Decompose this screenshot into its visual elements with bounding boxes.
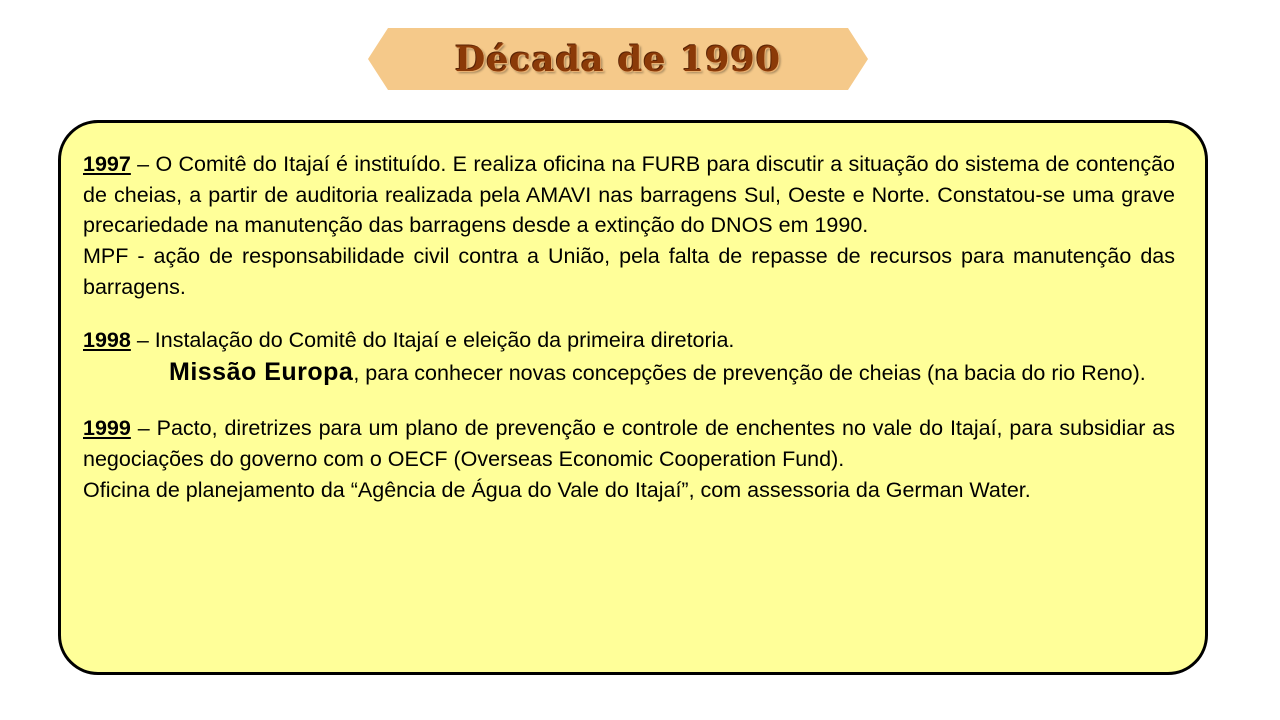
entry-1997-year: 1997: [83, 152, 131, 176]
entry-1997-dash: –: [137, 152, 156, 176]
entry-1999: [83, 413, 1175, 505]
entry-1999-year: 1999: [83, 416, 131, 441]
page-title: Década de 1990: [454, 38, 782, 80]
entry-1998-highlight: Missão Europa: [169, 358, 354, 387]
content-body: [83, 149, 1175, 505]
entry-1999-first-paragraph: [83, 413, 1175, 474]
spacer-1: [83, 303, 1175, 325]
entry-1999-text-1: Pacto, diretrizes para um plano de prevenção e controle de enchentes no vale do Itajaí, para subsidiar as negociações do governo com o OECF (Overseas Economic Cooperation Fund).: [83, 416, 1175, 471]
entry-1998: [83, 325, 1175, 391]
content-card: [58, 120, 1208, 675]
title-banner: [368, 28, 868, 90]
entry-1998-highlight-rest: , para conhecer novas concepções de prevenção de cheias (na bacia do rio Reno).: [353, 361, 1146, 386]
entry-1997: [83, 149, 1175, 303]
entry-1998-text-1: Instalação do Comitê do Itajaí e eleição da primeira diretoria.: [154, 327, 735, 352]
entry-1998-first-paragraph: [83, 325, 1175, 356]
entry-1998-mission-paragraph: [83, 355, 1175, 391]
entry-1997-text-1: O Comitê do Itajaí é instituído. E realiza oficina na FURB para discutir a situação do sistema de contenção de cheias, a partir de auditoria realizada pela AMAVI nas barragens Sul, Oeste e Norte. Constatou-se uma grave precariedade na manutenção das barragens desde a extinção do DNOS em 1990.: [83, 152, 1175, 238]
spacer-2: [83, 391, 1175, 413]
entry-1997-first-paragraph: [83, 149, 1175, 241]
entry-1999-text-2: Oficina de planejamento da “Agência de Água do Vale do Itajaí”, com assessoria da German Water.: [83, 477, 1031, 502]
entry-1999-dash: –: [137, 416, 157, 441]
entry-1998-year: 1998: [83, 327, 131, 352]
entry-1998-dash: –: [136, 327, 155, 352]
entry-1997-text-2: MPF - ação de responsabilidade civil contra a União, pela falta de repasse de recursos para manutenção das barragens.: [83, 244, 1175, 299]
